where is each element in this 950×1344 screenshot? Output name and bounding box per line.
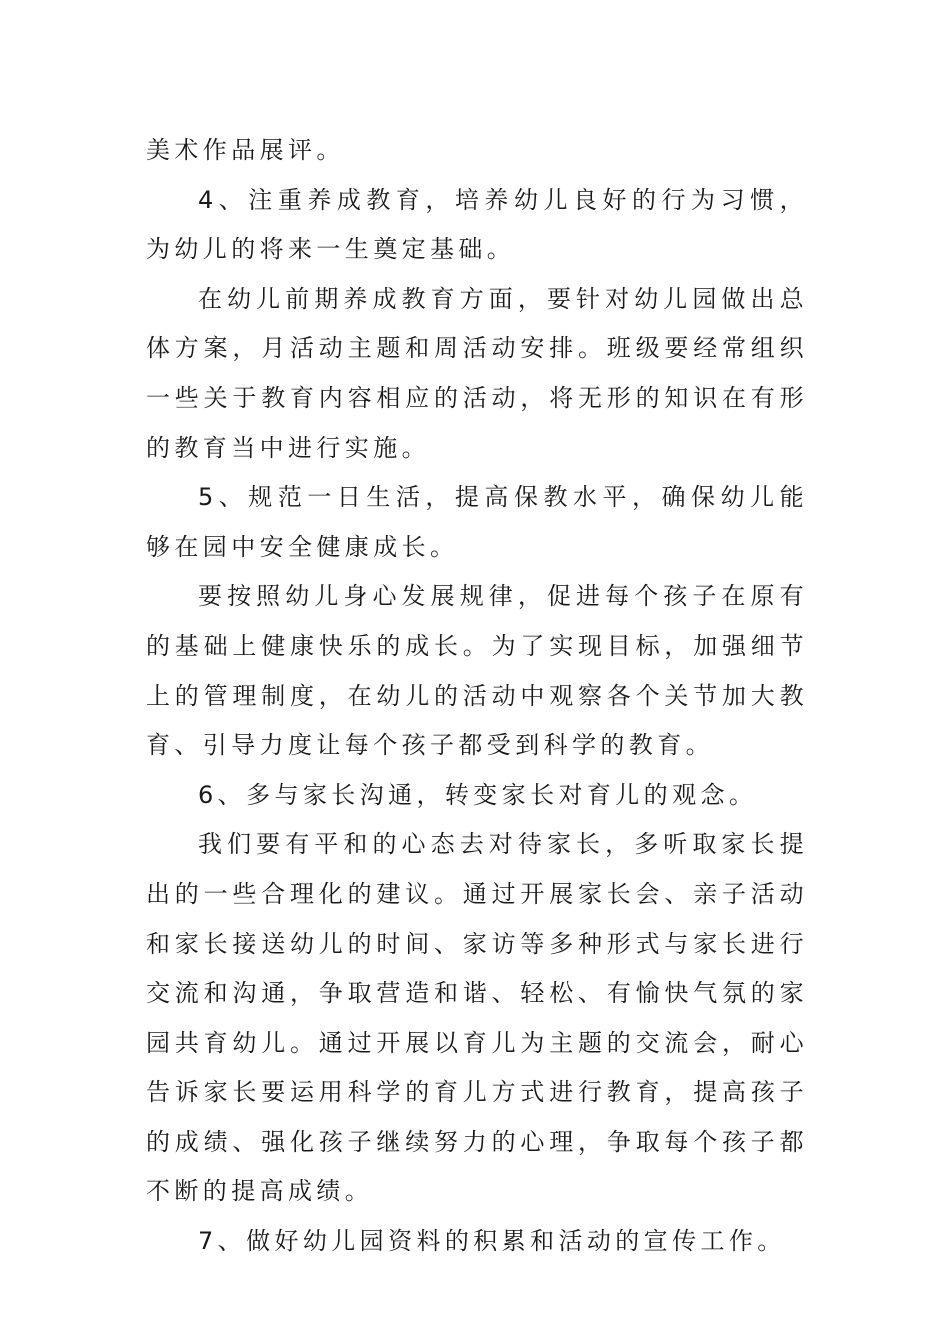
paragraph-item-5-heading: 5、规范一日生活，提高保教水平，确保幼儿能够在园中安全健康成长。 (146, 483, 808, 561)
paragraph-item-6-body: 我们要有平和的心态去对待家长，多听取家长提出的一些合理化的建议。通过开展家长会、亲子活动和家长接送幼儿的时间、家访等多种形式与家长进行交流和沟通，争取营造和谐、轻松、有愉快气氛的家园共育幼儿。通过开展以育儿为主题的交流会，耐心告诉家长要运用科学的育儿方式进行教育，提高孩子的成绩、强化孩子继续努力的心理，争取每个孩子都不断的提高成绩。 (146, 830, 808, 1206)
paragraph-item-5-body: 要按照幼儿身心发展规律，促进每个孩子在原有的基础上健康快乐的成长。为了实现目标，加强细节上的管理制度，在幼儿的活动中观察各个关节加大教育、引导力度让每个孩子都受到科学的教育。 (146, 582, 808, 760)
document-body (146, 126, 808, 1267)
paragraph-item-6-heading: 6、多与家长沟通，转变家长对育儿的观念。 (198, 780, 758, 809)
paragraph-item-4-heading: 4、注重养成教育，培养幼儿良好的行为习惯，为幼儿的将来一生奠定基础。 (146, 185, 808, 264)
paragraph-continuation: 美术作品展评。 (146, 136, 345, 164)
paragraph-item-4-body: 在幼儿前期养成教育方面，要针对幼儿园做出总体方案，月活动主题和周活动安排。班级要经常组织一些关于教育内容相应的活动，将无形的知识在有形的教育当中进行实施。 (146, 284, 808, 462)
paragraph-item-7-heading: 7、做好幼儿园资料的积累和活动的宣传工作。 (198, 1227, 786, 1256)
